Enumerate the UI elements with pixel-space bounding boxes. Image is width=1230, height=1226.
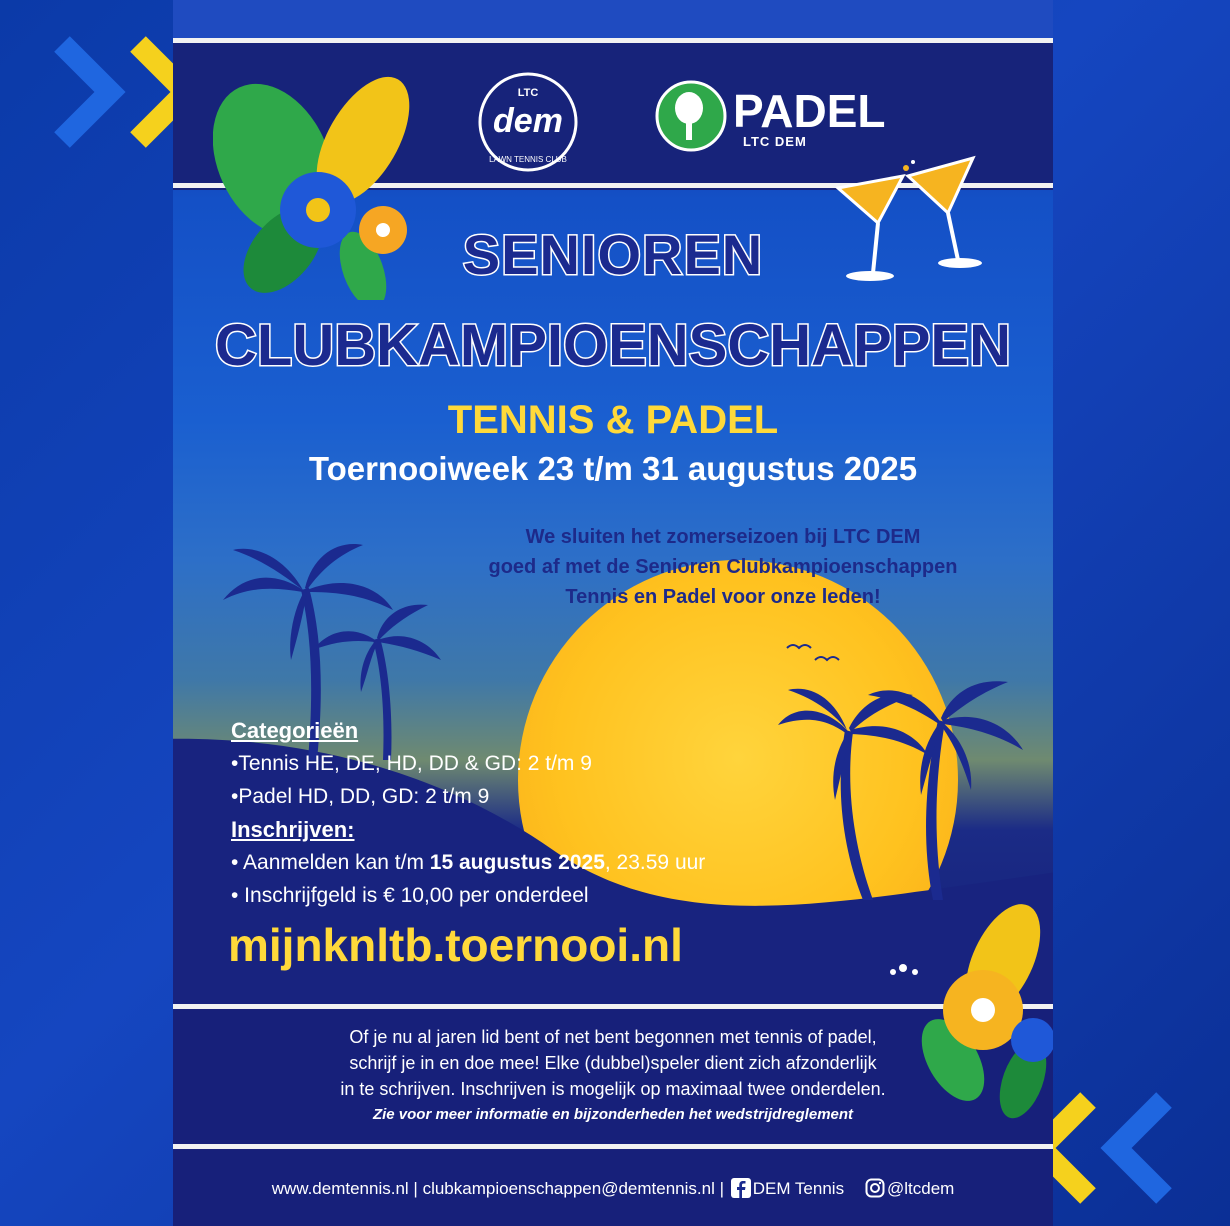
dem-logo-main: dem xyxy=(493,102,563,140)
deadline-suffix: , 23.59 uur xyxy=(604,851,706,874)
padel-logo xyxy=(653,78,913,158)
intro-line: We sluiten het zomerseizoen bij LTC DEM xyxy=(525,526,921,548)
header-band-upper xyxy=(173,0,1053,38)
birds-icon xyxy=(785,640,845,670)
separator: | xyxy=(714,1179,729,1198)
title-clubkampioenschappen: CLUBKAMPIOENSCHAPPEN xyxy=(215,313,1011,378)
separator: | xyxy=(408,1179,423,1198)
palm-tree-icon xyxy=(773,660,1033,900)
divider xyxy=(173,38,1053,43)
intro-line: goed af met de Senioren Clubkampioenschappen xyxy=(488,556,958,578)
intro-line: Tennis en Padel voor onze leden! xyxy=(565,586,881,608)
padel-racket-icon xyxy=(653,78,729,154)
facebook-icon xyxy=(731,1178,751,1198)
poster xyxy=(173,0,1053,1226)
padel-logo-text: PADEL xyxy=(733,85,886,137)
instagram-link[interactable]: @ltcdem xyxy=(886,1179,955,1198)
facebook-link[interactable]: DEM Tennis xyxy=(752,1179,845,1198)
footer-contact xyxy=(173,1178,1053,1199)
dem-logo-ring: LAWN TENNIS CLUB xyxy=(489,155,567,164)
registration-deadline xyxy=(231,846,705,879)
divider xyxy=(173,1144,1053,1149)
email-link[interactable]: clubkampioenschappen@demtennis.nl xyxy=(422,1179,715,1198)
categories-heading: Categorieën xyxy=(231,718,359,743)
category-item: •Padel HD, DD, GD: 2 t/m 9 xyxy=(231,785,490,808)
instagram-icon xyxy=(865,1178,885,1198)
dem-logo xyxy=(473,70,583,180)
outro-line: in te schrijven. Inschrijven is mogelijk op maximaal twee onderdelen. xyxy=(340,1079,886,1099)
outro-note: Zie voor meer informatie en bijzonderheden het wedstrijdreglement xyxy=(372,1106,854,1123)
registration-link[interactable]: mijnknltb.toernooi.nl xyxy=(228,919,683,971)
deadline-prefix: • Aanmelden kan t/m xyxy=(231,851,430,874)
tournament-dates: Toernooiweek 23 t/m 31 augustus 2025 xyxy=(308,450,918,487)
registration-fee: • Inschrijfgeld is € 10,00 per onderdeel xyxy=(231,884,589,907)
outro-text xyxy=(263,1024,963,1128)
info-block xyxy=(231,714,705,912)
outro-line: Of je nu al jaren lid bent of net bent begonnen met tennis of padel, xyxy=(349,1027,877,1047)
padel-logo-sub: LTC DEM xyxy=(743,134,807,149)
outro-line: schrijf je in en doe mee! Elke (dubbel)speler dient zich afzonderlijk xyxy=(349,1053,877,1073)
dem-logo-top: LTC xyxy=(517,87,539,99)
deadline-date: 15 augustus 2025 xyxy=(429,851,605,874)
category-item: •Tennis HE, DE, HD, DD & GD: 2 t/m 9 xyxy=(231,752,592,775)
title-senioren: SENIOREN xyxy=(462,223,764,286)
website-link[interactable]: www.demtennis.nl xyxy=(271,1179,409,1198)
intro-text xyxy=(423,522,1023,612)
subtitle: TENNIS & PADEL xyxy=(447,398,779,442)
registration-heading: Inschrijven: xyxy=(231,817,355,842)
